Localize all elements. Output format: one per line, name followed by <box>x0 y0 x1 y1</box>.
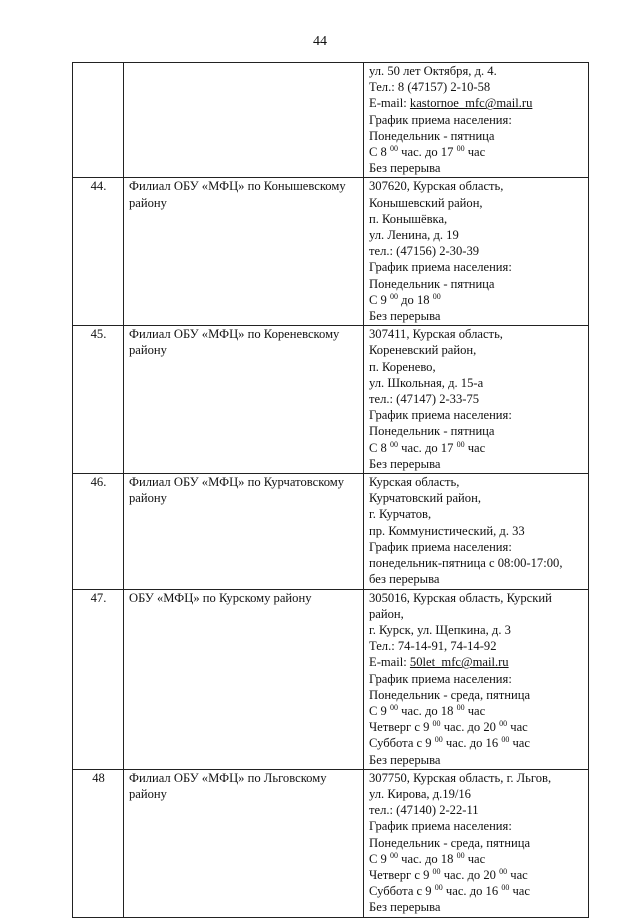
address-line: С 9 $^{00}$ до 18 $^{00}$ <box>369 291 441 307</box>
office-name: Филиал ОБУ «МФЦ» по Льговскому району <box>124 769 364 917</box>
address-line: Без перерыва <box>369 161 441 176</box>
address-line: пр. Коммунистический, д. 33 <box>369 523 525 538</box>
address-line: С 8 $^{00}$ час. до 17 $^{00}$ час <box>369 144 486 160</box>
address-line: С 9 $^{00}$ час. до 18 $^{00}$ час <box>369 702 486 718</box>
address-line: г. Курчатов, <box>369 507 432 522</box>
address-line: Тел.: 74-14-91, 74-14-92 <box>369 639 497 654</box>
row-number: 48 <box>73 769 124 917</box>
mfc-offices-table <box>72 62 589 918</box>
address-line: Курчатовский район, <box>369 491 481 506</box>
address-line: Понедельник - среда, пятница <box>369 835 531 850</box>
address-line: Четверг с 9 $^{00}$ час. до 20 $^{00}$ час <box>369 866 528 882</box>
address-line: Понедельник - пятница <box>369 276 495 291</box>
table-row <box>73 63 589 178</box>
email-line[interactable]: E-mail: 50let_mfc@mail.ru <box>369 655 509 670</box>
email-link[interactable]: kastornoe_mfc@mail.ru <box>409 96 533 111</box>
address-line: График приема населения: <box>369 408 512 423</box>
office-name: Филиал ОБУ «МФЦ» по Курчатовскому району <box>124 474 364 589</box>
row-number: 44. <box>73 178 124 326</box>
address-line: район, <box>369 606 404 621</box>
address-line: Без перерыва <box>369 900 441 915</box>
address-line: тел.: (47147) 2-33-75 <box>369 392 480 407</box>
office-name: ОБУ «МФЦ» по Курскому району <box>124 589 364 769</box>
address-line: 305016, Курская область, Курский <box>369 590 552 605</box>
address-line: График приема населения: <box>369 671 512 686</box>
office-address-cell <box>364 63 589 178</box>
address-line: График приема населения: <box>369 819 512 834</box>
office-address-cell <box>364 769 589 917</box>
address-line: Кореневский район, <box>369 343 477 358</box>
row-number: 45. <box>73 326 124 474</box>
row-number: 47. <box>73 589 124 769</box>
office-name: Филиал ОБУ «МФЦ» по Кореневскому району <box>124 326 364 474</box>
address-line: 307411, Курская область, <box>369 327 503 342</box>
address-line: Понедельник - пятница <box>369 128 495 143</box>
address-line: Без перерыва <box>369 752 441 767</box>
table-row <box>73 178 589 326</box>
address-line: 307750, Курская область, г. Льгов, <box>369 770 552 785</box>
page-number: 44 <box>313 34 327 49</box>
address-line: Тел.: 8 (47157) 2-10-58 <box>369 80 491 95</box>
address-line: понедельник-пятница с 08:00-17:00, <box>369 556 563 571</box>
office-name <box>124 63 364 178</box>
address-line: тел.: (47140) 2-22-11 <box>369 803 479 818</box>
office-address-cell <box>364 474 589 589</box>
address-line: г. Курск, ул. Щепкина, д. 3 <box>369 622 511 637</box>
row-number <box>73 63 124 178</box>
address-line: Понедельник - пятница <box>369 424 495 439</box>
table-body <box>73 63 589 918</box>
office-name: Филиал ОБУ «МФЦ» по Конышевскому району <box>124 178 364 326</box>
address-line: тел.: (47156) 2-30-39 <box>369 244 480 259</box>
address-line: ул. Кирова, д.19/16 <box>369 786 471 801</box>
address-line: п. Коренево, <box>369 359 436 374</box>
address-line: Без перерыва <box>369 456 441 471</box>
address-line: График приема населения: <box>369 112 512 127</box>
office-address-cell <box>364 178 589 326</box>
address-line: ул. Ленина, д. 19 <box>369 228 459 243</box>
address-line: Без перерыва <box>369 309 441 324</box>
address-line: Суббота с 9 $^{00}$ час. до 16 $^{00}$ час <box>369 883 530 899</box>
email-link[interactable]: 50let_mfc@mail.ru <box>409 655 509 670</box>
address-line: С 9 $^{00}$ час. до 18 $^{00}$ час <box>369 850 486 866</box>
table-row <box>73 769 589 917</box>
address-line: 307620, Курская область, <box>369 179 504 194</box>
address-line: Понедельник - среда, пятница <box>369 687 531 702</box>
address-line: без перерыва <box>369 572 440 587</box>
address-line: п. Конышёвка, <box>369 211 448 226</box>
address-line: Конышевский район, <box>369 195 483 210</box>
address-line: С 8 $^{00}$ час. до 17 $^{00}$ час <box>369 439 486 455</box>
office-address-cell <box>364 589 589 769</box>
table-row <box>73 589 589 769</box>
address-line: ул. Школьная, д. 15-а <box>369 375 484 390</box>
address-line: График приема населения: <box>369 539 512 554</box>
row-number: 46. <box>73 474 124 589</box>
address-line: Четверг с 9 $^{00}$ час. до 20 $^{00}$ час <box>369 719 528 735</box>
address-line: Курская область, <box>369 475 460 490</box>
office-address-cell <box>364 326 589 474</box>
table-row <box>73 474 589 589</box>
address-line: Суббота с 9 $^{00}$ час. до 16 $^{00}$ час <box>369 735 530 751</box>
table-row <box>73 326 589 474</box>
email-line[interactable]: E-mail: kastornoe_mfc@mail.ru <box>369 96 533 111</box>
address-line: График приема населения: <box>369 260 512 275</box>
address-line: ул. 50 лет Октября, д. 4. <box>369 64 497 78</box>
